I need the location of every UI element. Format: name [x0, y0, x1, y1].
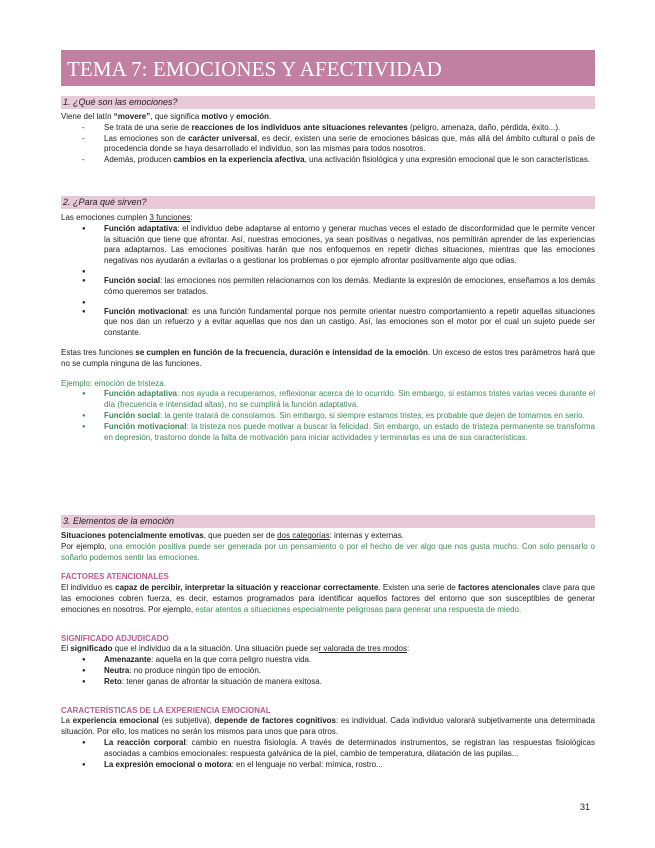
s1-list [61, 123, 595, 166]
s3-factores: El individuo es capaz de percibir, interpretar la situación y reaccionar correctamente. Existen una serie de factores atencionales clave para que las emociones cobren fuerza, es decir, estamos programados para identificar aquellos factores del entorno que son susceptibles de generar emociones en nosotros. Por ejemplo, estar atentos a situaciones especialmente peligrosas para generar una respuesta de miedo. [61, 583, 595, 614]
section-3-body [61, 531, 595, 770]
s3-significado-list [61, 655, 595, 687]
list-item: ● Función motivacional: es una función fundamental porque nos permite orientar nuestro comportamiento a repetir aquellas situaciones que nos dan un refuerzo y a evitar aquellas que nos dan un castigo. Así, las emociones son el motor por el cual un sujeto puede ser constante. [104, 307, 595, 339]
list-item: ● Función motivacional: la tristeza nos puede motivar a buscar la felicidad. Sin embargo, un estado de tristeza permanente se transforma en depresión, trastorno donde la falta de motivación para iniciar actividades y terminarlas es una de sus características. [104, 422, 595, 444]
s3-p1: Situaciones potencialmente emotivas, que pueden ser de dos categorías: internas y externas. [61, 531, 404, 540]
list-item: ● Amenazante: aquella en la que corra peligro nuestra vida. [104, 655, 595, 666]
list-item: - Se trata de una serie de reacciones de los individuos ante situaciones relevantes (peligro, amenaza, daño, pérdida, éxito...). [104, 123, 595, 134]
factores-atencionales-heading: FACTORES ATENCIONALES [61, 572, 169, 582]
list-item: ● Función adaptativa: nos ayuda a recuperarnos, reflexionar acerca de lo ocurrido. Sin embargo, si estamos tristes varias veces durante el día (frecuencia e intensidad altas), no se cumplirá la función adaptativa. [104, 389, 595, 411]
s2-examples [61, 389, 595, 443]
list-item: - Además, producen cambios en la experiencia afectiva, una activación fisiológica y una expresión emocional que le son características. [104, 155, 595, 166]
list-item: ● Función adaptativa: el individuo debe adaptarse al entorno y generar muchas veces el estado de disconformidad que le permite vencer la situación que tiene que afrontar. Así, nuestras emociones, ya sean positivas o negativas, nos permitirán aprender de las experiencias para adaptarnos. Las emociones positivas harán que nos enfoquemos en repetir dichas situaciones, mientras que las emociones negativas nos ayudarán a evitarlas o a gestionar los problemas o por ejemplo afrontar positivamente algo que odias. [104, 224, 595, 267]
s3-p2: Por ejemplo, una emoción positiva puede ser generada por un pensamiento o por el hecho de ver algo que nos gusta mucho. Con solo pensarlo o soñarlo podemos sentir las emociones. [61, 541, 595, 562]
section-1-body [61, 112, 595, 166]
caracteristicas-heading: CARACTERÍSTICAS DE LA EXPERIENCIA EMOCIONAL [61, 705, 271, 715]
s3-significado: El significado que el individuo da a la situación. Una situación puede ser valorada de tres modos: [61, 644, 410, 654]
list-item: ● Función social: la gente tratará de consolarnos. Sin embargo, si siempre estamos tristes, es probable que dejen de tomarnos en serio. [104, 411, 595, 422]
s2-summary: Estas tres funciones se cumplen en función de la frecuencia, duración e intensidad de la emoción. Un exceso de estos tres parámetros hará que no se cumpla ninguna de las funciones. [61, 347, 595, 368]
s2-functions [61, 224, 595, 339]
section-heading-1: 1. ¿Qué son las emociones? [61, 96, 595, 109]
significado-heading: SIGNIFICADO ADJUDICADO [61, 633, 169, 643]
s3-caracteristicas: La experiencia emocional (es subjetiva), depende de factores cognitivos: es individual. Cada individuo valorará subjetivamente una determinada situación. Por ello, los matices no serán los mismos para unos que para otros. [61, 716, 595, 737]
s2-intro: Las emociones cumplen 3 funciones: [61, 213, 193, 222]
page-number: 31 [580, 802, 591, 812]
section-2-body [61, 213, 595, 443]
list-item: ● Neutra: no produce ningún tipo de emoción. [104, 666, 595, 677]
s3-caracteristicas-list [61, 738, 595, 770]
example-heading: Ejemplo: emoción de tristeza. [61, 378, 166, 388]
list-item: ● La expresión emocional o motora: en el lenguaje no verbal: mímica, rostro... [104, 760, 595, 771]
list-item: - Las emociones son de carácter universal, es decir, existen una serie de emociones básicas que, más allá del ámbito cultural o país de procedencia donde se haya desarrollado el individuo, son las mismas para todos nosotros. [104, 134, 595, 156]
list-item: ● Función social: las emociones nos permiten relacionarnos con los demás. Mediante la expresión de emociones, enseñamos a los demás cómo queremos ser tratados. [104, 276, 595, 298]
section-heading-3: 3. Elementos de la emoción [61, 515, 595, 528]
page-title: TEMA 7: EMOCIONES Y AFECTIVIDAD [61, 50, 595, 86]
list-item: ● La reacción corporal: cambio en nuestra fisiología. A través de determinados instrumentos, se registran las respuestas fisiológicas asociadas a cambios emocionales: respuesta galvánica de la piel, cambio de temperatura, dilatación de las pupilas... [104, 738, 595, 760]
list-item: ● Reto: tener ganas de afrontar la situación de manera exitosa. [104, 677, 595, 688]
section-heading-2: 2. ¿Para qué sirven? [61, 196, 595, 209]
s1-intro: Viene del latín “movere”, que significa motivo y emoción. [61, 112, 272, 121]
